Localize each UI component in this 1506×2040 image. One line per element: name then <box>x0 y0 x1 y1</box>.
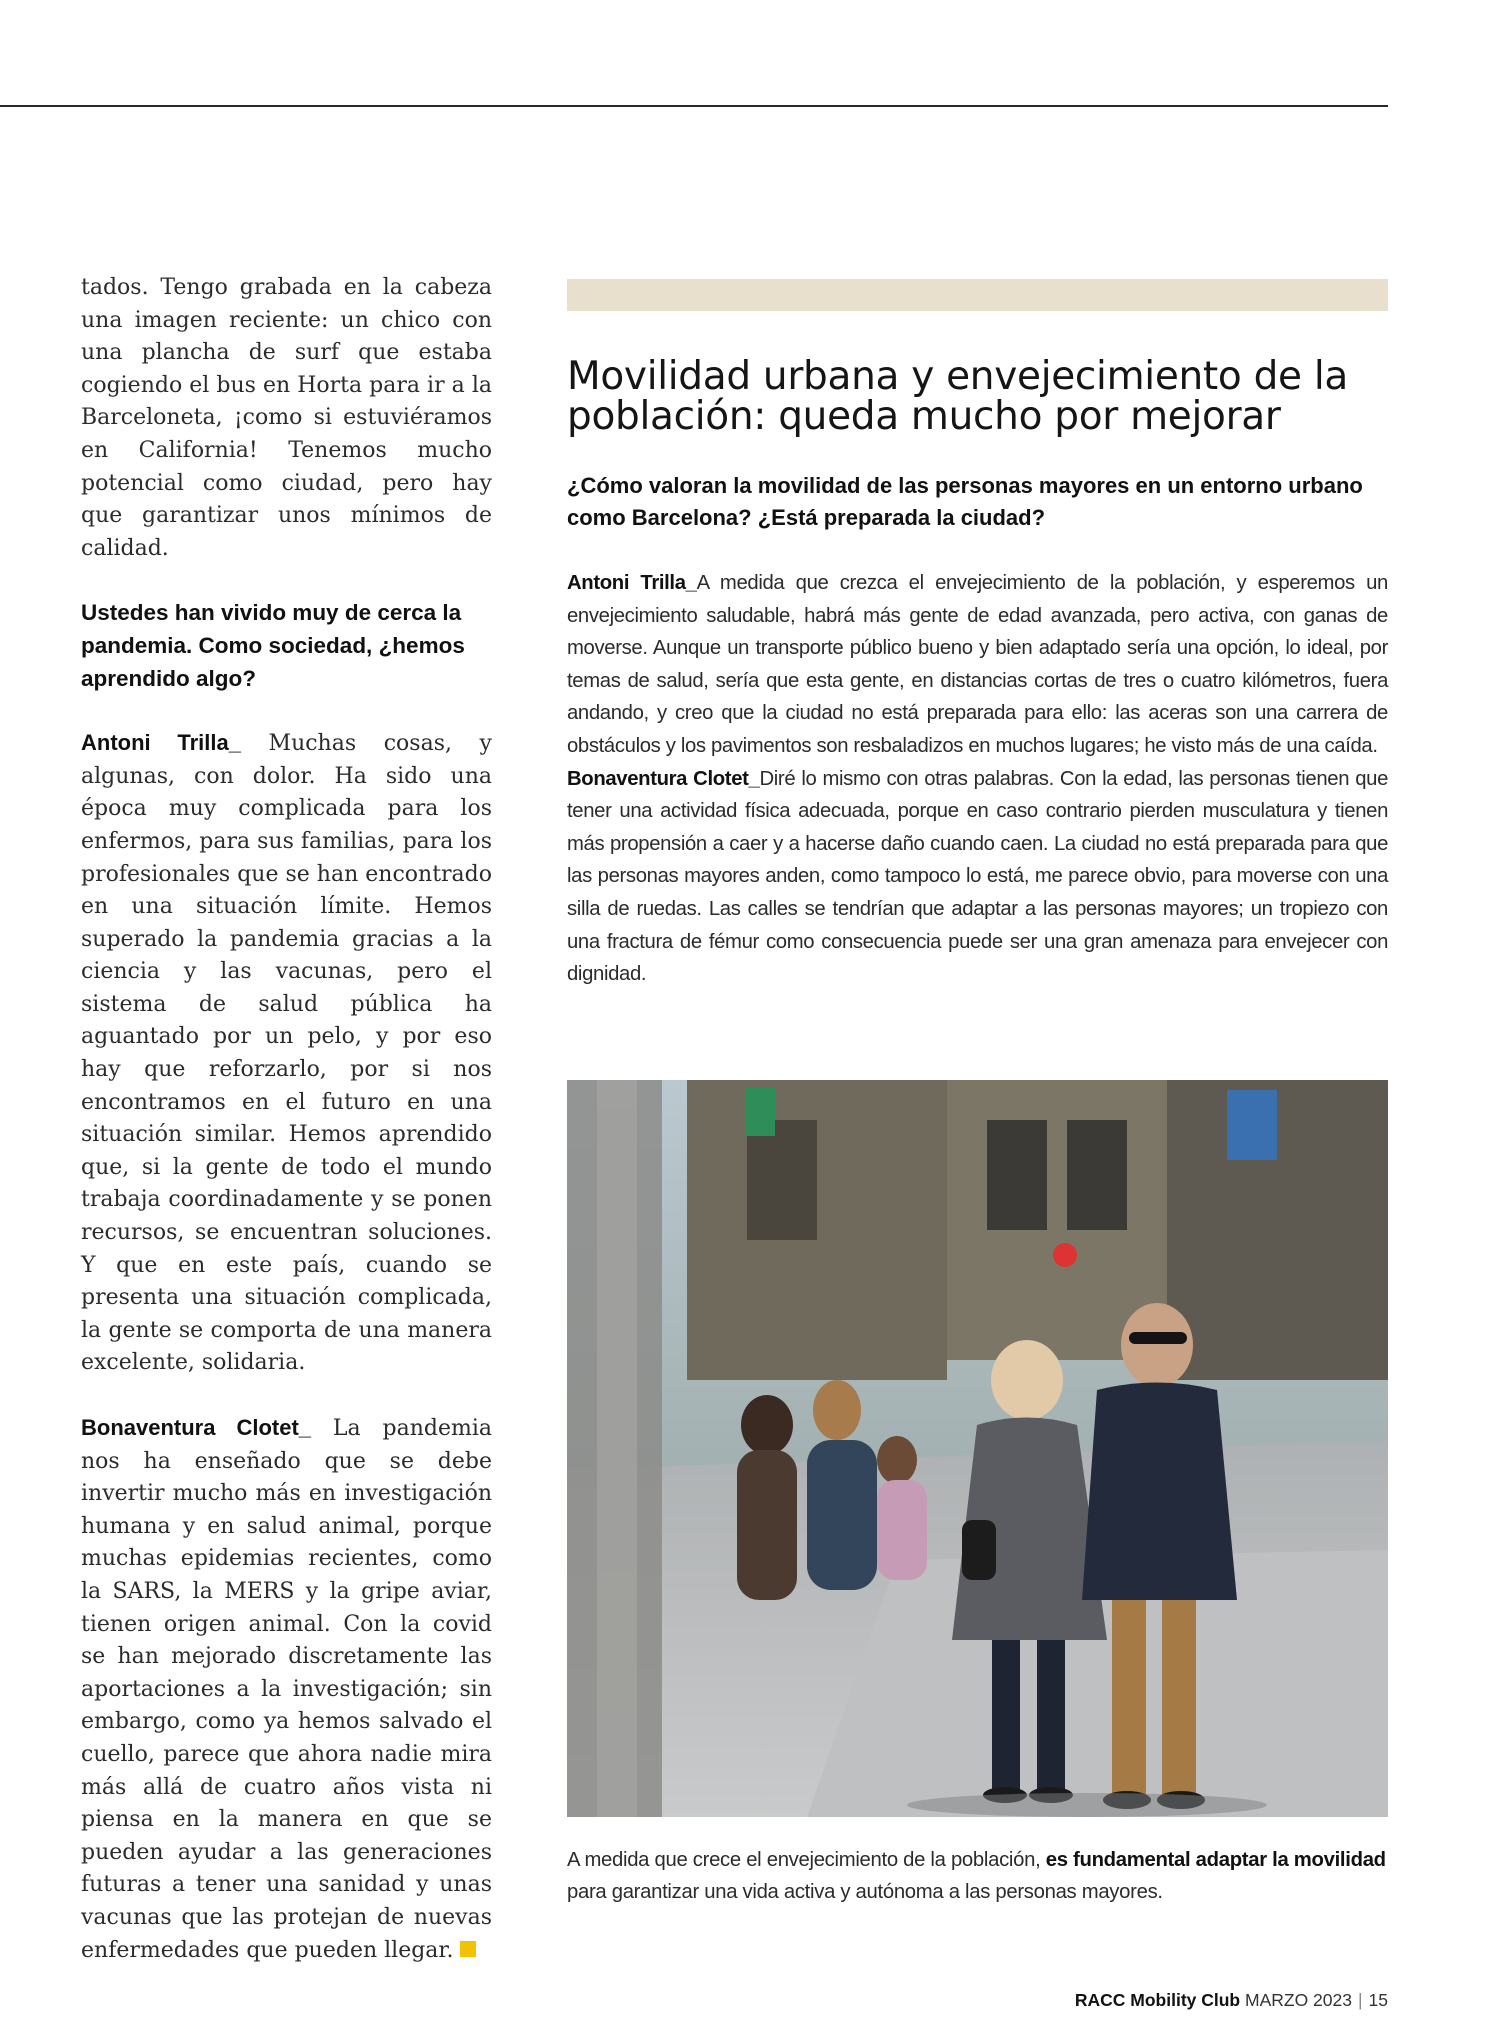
caption-tail: para garantizar una vida activa y autónoma a las personas mayores. <box>567 1881 1163 1903</box>
sidebar-header-bar <box>567 279 1388 311</box>
caption-emphasis: es fundamental adaptar la movilidad <box>1045 1849 1386 1871</box>
speaker-name: Bonaventura Clotet_ <box>567 767 760 790</box>
answer-text: Diré lo mismo con otras palabras. Con la edad, las personas tienen que tener una actividad física adecuada, porque en caso contrario pierden musculatura y tienen más propensión a caer y a hacerse daño cuando caen. La ciudad no está preparada para que las personas mayores anden, como tampoco lo está, me parece obvio, para moverse con una silla de ruedas. Las calles se tendrían que adaptar a las personas mayores; un tropiezo con una fractura de fémur como consecuencia puede ser una gran amenaza para envejecer con dignidad. <box>567 767 1388 986</box>
footer-separator: | <box>1357 1990 1363 2010</box>
sidebar-headline: Movilidad urbana y envejecimiento de la población: queda mucho por mejorar <box>567 354 1348 439</box>
street-photo <box>567 1080 1388 1817</box>
sidebar-body <box>567 567 1388 991</box>
answer-text: A medida que crezca el envejecimiento de la población, y esperemos un envejecimiento saludable, habrá más gente de edad avanzada, pero activa, con ganas de moverse. Aunque un transporte público bueno y bien adaptado sería una opción, lo ideal, por temas de salud, sería que esta gente, en distancias cortas de tres o cuatro kilómetros, fuera andando, y creo que la ciudad no está preparada para ello: las aceras son una carrera de obstáculos y los pavimentos son resbaladizos en muchos lugares; he visto más de una caída. <box>567 572 1388 757</box>
interview-question: Ustedes han vivido muy de cerca la pandemia. Como sociedad, ¿hemos aprendido algo? <box>81 600 465 691</box>
page-footer <box>1075 1990 1388 2011</box>
left-column <box>81 272 492 1967</box>
footer-brand: RACC Mobility Club <box>1074 1990 1241 2010</box>
speaker-name: Antoni Trilla_ <box>81 730 241 756</box>
photo-illustration <box>567 1080 1388 1817</box>
caption-lead: A medida que crece el envejecimiento de la población, <box>567 1849 1046 1871</box>
top-rule <box>0 105 1388 107</box>
answer-trilla <box>81 727 492 1380</box>
answer-clotet <box>81 1412 492 1967</box>
answer-text: Muchas cosas, y algunas, con dolor. Ha sido una época muy complicada para los enfermos, para sus familias, para los profesionales que se han encontrado en una situación límite. Hemos superado la pandemia gracias a la ciencia y las vacunas, pero el sistema de salud pública ha aguantado por un pelo, y por eso hay que reforzarlo, por si nos encontramos en el futuro en una situación similar. Hemos aprendido que, si la gente de todo el mundo trabaja coordinadamente y se ponen recursos, se encuentran soluciones. Y que en este país, cuando se presenta una situación complicada, la gente se comporta de una manera excelente, solidaria. <box>81 731 492 1376</box>
footer-issue: MARZO 2023 <box>1245 1990 1352 2010</box>
answer-clotet <box>567 763 1388 991</box>
answer-text: La pandemia nos ha enseñado que se debe invertir mucho más en investigación humana y en salud animal, porque muchas epidemias recientes, como la SARS, la MERS y la gripe aviar, tienen origen animal. Con la covid se han mejorado discretamente las aportaciones a la investigación; sin embargo, como ya hemos salvado el cuello, parece que ahora nadie mira más allá de cuatro años vista ni piensa en la manera en que se pueden ayudar a las generaciones futuras a tener una sanidad y unas vacunas que las protejan de nuevas enfermedades que pueden llegar. <box>81 1416 492 1963</box>
speaker-name: Bonaventura Clotet_ <box>81 1415 312 1440</box>
paragraph-continuation: tados. Tengo grabada en la cabeza una imagen reciente: un chico con una plancha de surf que estaba cogiendo el bus en Horta para ir a la Barceloneta, ¡como si estuviéramos en California! Tenemos mucho potencial como ciudad, pero hay que garantizar unos mínimos de calidad. <box>81 275 492 561</box>
page-number: 15 <box>1368 1990 1388 2010</box>
speaker-name: Antoni Trilla_ <box>567 572 697 594</box>
end-of-article-mark <box>460 1941 476 1957</box>
photo-caption <box>567 1844 1388 1908</box>
answer-trilla <box>567 567 1388 763</box>
sidebar-question: ¿Cómo valoran la movilidad de las personas mayores en un entorno urbano como Barcelona? ¿Está preparada la ciudad? <box>567 473 1363 530</box>
